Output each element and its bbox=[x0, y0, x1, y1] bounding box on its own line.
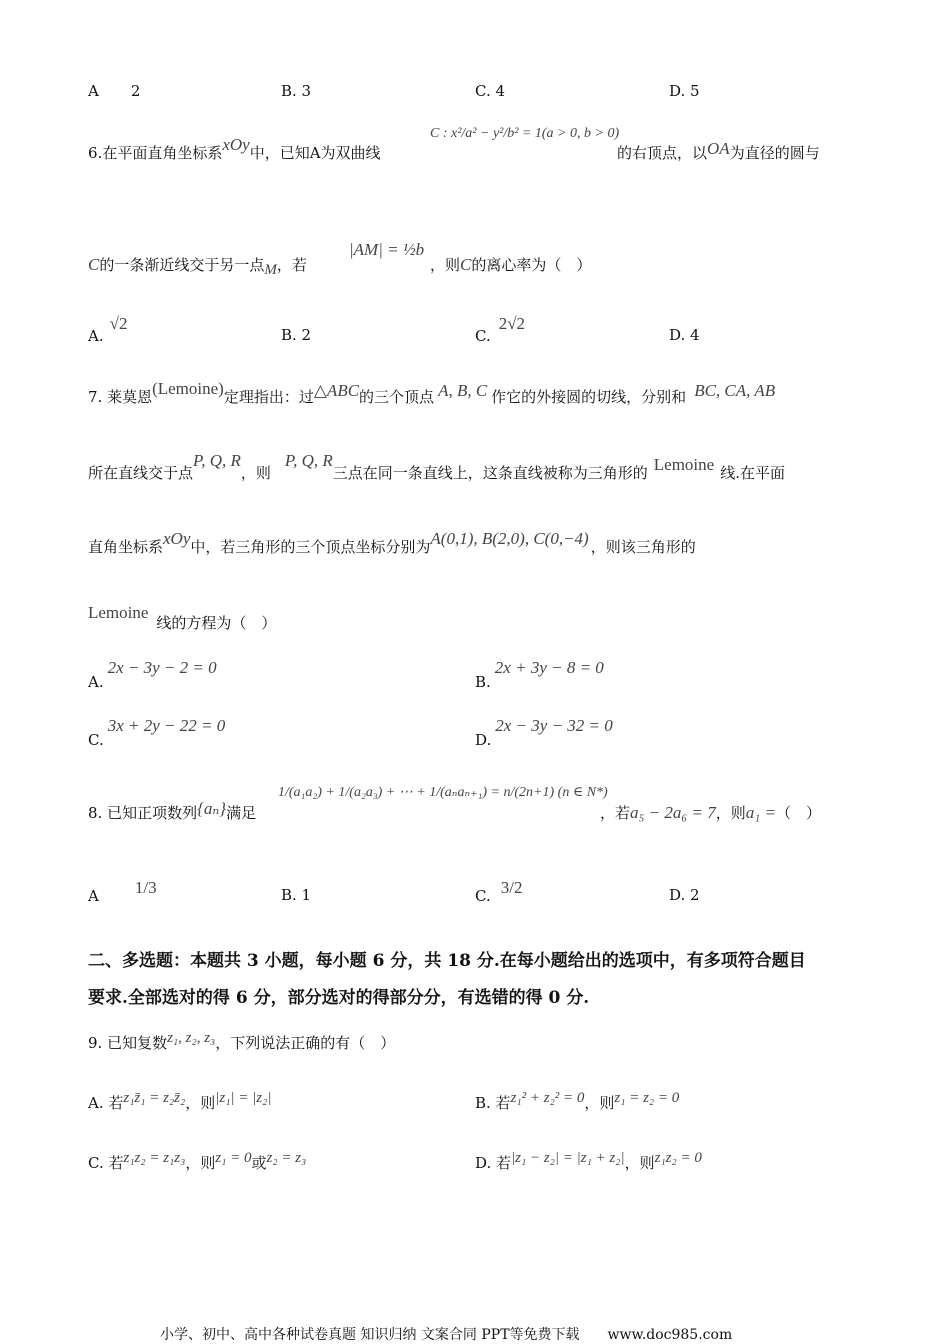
q9-option-a: A. 若z₁z̄₁ = z₂z̄₂，则|z₁| = |z₂| bbox=[88, 1090, 272, 1112]
q7-option-c: C.3x + 2y − 22 = 0 bbox=[88, 716, 226, 749]
q8-line1: 8. 已知正项数列{aₙ}满足 bbox=[88, 799, 257, 822]
q6-line2-end: ，则C的离心率为（ ） bbox=[430, 255, 592, 274]
q9-option-d: D. 若|z₁ − z₂| = |z₁ + z₂|，则z₁z₂ = 0 bbox=[475, 1150, 702, 1172]
q9-option-c: C. 若z₁z₂ = z₁z₃，则z₁ = 0或z₂ = z₃ bbox=[88, 1150, 307, 1172]
q6-option-d: D. 4 bbox=[669, 326, 700, 344]
q6-hyperbola: C : x²/a² − y²/b² = 1(a > 0, b > 0) bbox=[430, 126, 620, 141]
q5-option-b: B. 3 bbox=[281, 82, 312, 100]
q7-line3: 直角坐标系xOy中，若三角形的三个顶点坐标分别为A(0,1), B(2,0), C(0,−4) ，则该三角形的 bbox=[88, 529, 696, 556]
q7-option-d: D.2x − 3y − 32 = 0 bbox=[475, 716, 613, 749]
q6-am-condition: |AM| = ½b bbox=[349, 240, 425, 259]
section2-heading-line2: 要求.全部选对的得 6 分，部分选对的得部分分，有选错的得 0 分. bbox=[88, 988, 590, 1008]
q7-line4: Lemoine线的方程为（ ） bbox=[88, 603, 277, 632]
q8-line1-end: ，若a₅ − 2a₆ = 7，则a₁ =（ ） bbox=[600, 803, 821, 822]
q8-option-a: A 1/3 bbox=[88, 878, 157, 905]
q8-option-c: C. 3/2 bbox=[475, 878, 523, 905]
q7-option-a: A.2x − 3y − 2 = 0 bbox=[88, 658, 217, 691]
q5-option-d: D. 5 bbox=[669, 82, 700, 100]
q6-line1: 6.在平面直角坐标系xOy中，已知A为双曲线 bbox=[88, 135, 381, 162]
section2-heading-line1: 二、多选题：本题共 3 小题，每小题 6 分，共 18 分.在每小题给出的选项中，有多项符合题目 bbox=[88, 951, 806, 971]
q8-option-b: B. 1 bbox=[281, 886, 312, 904]
page-footer: 小学、初中、高中各种试卷真题 知识归纳 文案合同 PPT等免费下载 www.doc985.com bbox=[160, 1327, 733, 1343]
q9-stem: 9. 已知复数z₁, z₂, z₃，下列说法正确的有（ ） bbox=[88, 1030, 396, 1052]
q5-option-a: A 2 bbox=[88, 82, 141, 100]
q8-equation: 1/(a₁a₂) + 1/(a₂a₃) + ⋯ + 1/(aₙaₙ₊₁) = n/(2n+1) (n ∈ N*) bbox=[278, 785, 608, 800]
q8-option-d: D. 2 bbox=[669, 886, 700, 904]
q6-option-b: B. 2 bbox=[281, 326, 312, 344]
q7-line1: 7. 莱莫恩(Lemoine)定理指出：过△ABC的三个顶点 A, B, C 作它的外接圆的切线，分别和 BC, CA, AB bbox=[88, 379, 776, 406]
q6-line1-end: 的右顶点，以OA为直径的圆与 bbox=[617, 139, 820, 162]
q9-option-b: B. 若z₁² + z₂² = 0，则z₁ = z₂ = 0 bbox=[475, 1090, 680, 1112]
q6-option-c: C.2√2 bbox=[475, 314, 526, 345]
q6-option-a: A.√2 bbox=[88, 314, 128, 345]
q6-line2: C的一条渐近线交于另一点M，若 bbox=[88, 255, 307, 278]
q5-option-c: C. 4 bbox=[475, 82, 506, 100]
q7-line2: 所在直线交于点P, Q, R，则P, Q, R三点在同一条直线上，这条直线被称为三角形的 Lemoine 线.在平面 bbox=[88, 451, 785, 482]
q7-option-b: B.2x + 3y − 8 = 0 bbox=[475, 658, 604, 691]
